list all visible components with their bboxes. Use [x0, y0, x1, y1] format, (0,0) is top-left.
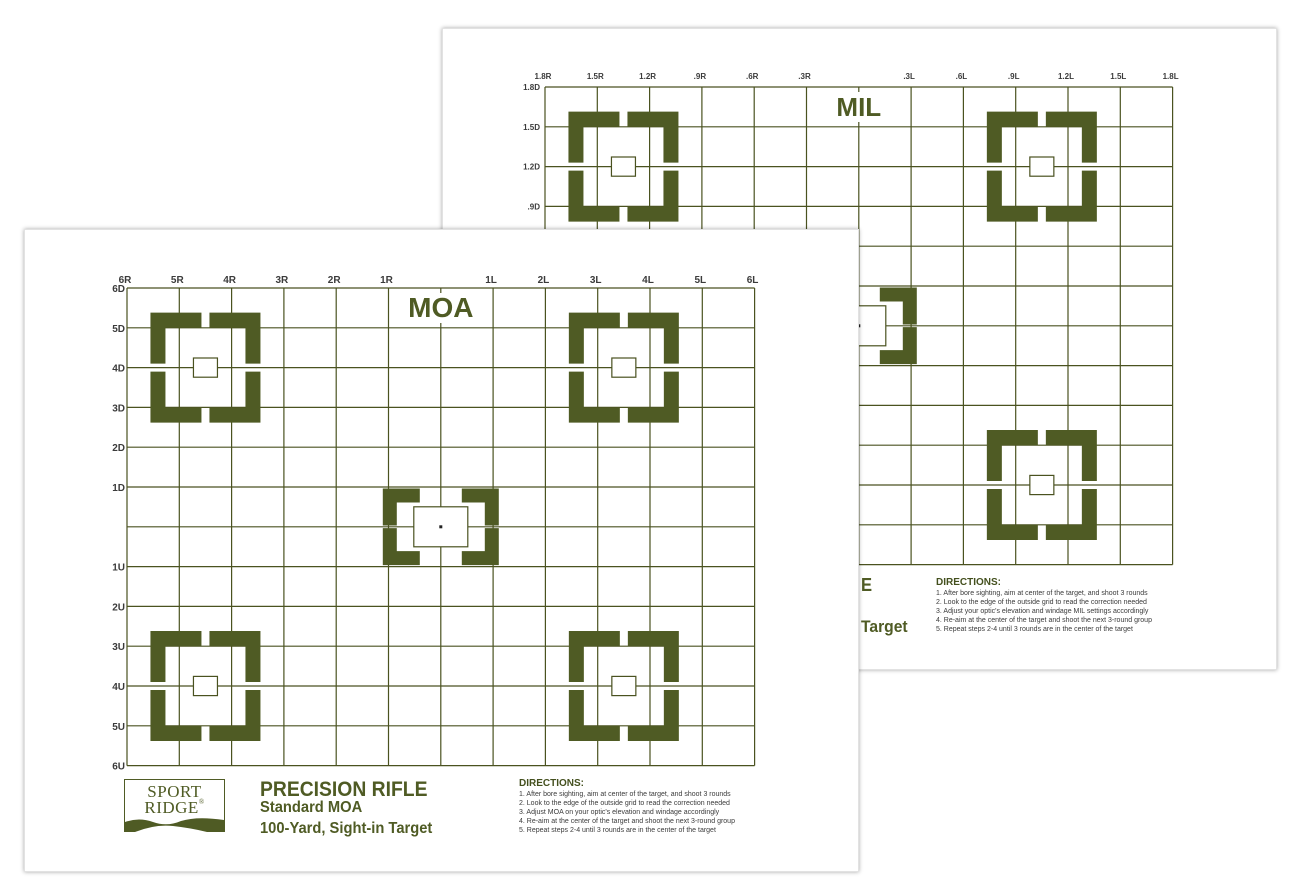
moa-column-label: 4L	[642, 275, 654, 286]
target-distance: 100-Yard, Sight-in Target	[260, 820, 433, 837]
mil-column-label: .9L	[1007, 72, 1020, 81]
target-title: PRECISION RIFLE	[260, 778, 428, 801]
moa-direction-step: 4. Re-aim at the center of the target and shoot the next 3-round group	[519, 818, 735, 825]
bracket-mark	[987, 171, 1038, 222]
moa-target-grid	[25, 230, 858, 871]
bracket-mark	[150, 372, 201, 423]
moa-row-label: 4U	[112, 682, 125, 693]
moa-row-label: 2U	[112, 602, 125, 614]
moa-column-label: 3R	[275, 275, 289, 286]
bracket-mark	[627, 171, 678, 222]
moa-row-label: 4D	[112, 363, 125, 375]
mil-column-label: 1.2L	[1057, 72, 1075, 81]
moa-row-label: 5U	[112, 721, 125, 733]
bracket-mark	[569, 372, 620, 423]
bracket-mark	[1046, 489, 1097, 540]
moa-row-label: 6U	[112, 761, 125, 773]
moa-heading: MOA	[408, 292, 474, 323]
mil-column-label: 1.2R	[639, 72, 657, 81]
bracket-mark	[568, 112, 619, 163]
moa-column-label: 3L	[589, 275, 602, 286]
moa-direction-step: 5. Repeat steps 2-4 until 3 rounds are in the center of the target	[519, 827, 716, 834]
mil-title-fragment: Target	[861, 617, 908, 636]
bracket-mark	[150, 313, 201, 364]
bracket-mark	[150, 690, 201, 741]
moa-row-label: 3D	[112, 403, 125, 415]
moa-column-label: 2R	[327, 275, 341, 286]
mil-row-label: .9D	[527, 202, 540, 212]
mil-direction-step: 2. Look to the edge of the outside grid to read the correction needed	[936, 599, 1147, 606]
aim-box	[193, 676, 217, 695]
moa-column-label: 1L	[485, 275, 497, 286]
bracket-mark	[150, 631, 201, 682]
moa-column-label: 1R	[380, 275, 393, 286]
mil-directions-heading: DIRECTIONS:	[936, 577, 1001, 588]
bracket-mark	[569, 631, 620, 682]
moa-row-label: 3U	[112, 642, 125, 654]
moa-column-label: 6L	[746, 275, 759, 286]
aim-box	[1030, 157, 1054, 176]
moa-row-label: 6D	[112, 284, 125, 295]
mil-row-label: 1.5D	[523, 122, 540, 132]
moa-row-label: 5D	[112, 323, 125, 335]
mil-title-fragment: E	[861, 575, 873, 595]
mil-column-label: .3L	[903, 72, 915, 81]
moa-direction-step: 1. After bore sighting, aim at center of the target, and shoot 3 rounds	[519, 791, 731, 798]
bracket-mark	[628, 372, 679, 423]
mil-direction-step: 5. Repeat steps 2-4 until 3 rounds are in the center of the target	[936, 626, 1133, 633]
mil-direction-step: 1. After bore sighting, aim at center of the target, and shoot 3 rounds	[936, 590, 1148, 597]
mil-row-label: 1.2D	[523, 162, 540, 172]
bracket-mark	[569, 313, 620, 364]
logo-landscape-icon	[125, 816, 224, 832]
mil-direction-step: 4. Re-aim at the center of the target and shoot the next 3-round group	[936, 617, 1152, 624]
bracket-mark	[1046, 171, 1097, 222]
mil-heading: MIL	[836, 92, 882, 122]
moa-column-label: 6R	[118, 275, 132, 286]
moa-column-label: 4R	[223, 275, 236, 286]
mil-column-label: .6R	[745, 72, 759, 81]
bracket-mark	[209, 631, 260, 682]
aim-box	[612, 358, 636, 377]
bracket-mark	[987, 489, 1038, 540]
moa-direction-step: 2. Look to the edge of the outside grid to read the correction needed	[519, 800, 730, 807]
bracket-mark	[987, 112, 1038, 163]
bracket-mark	[568, 171, 619, 222]
aim-box	[612, 676, 636, 695]
moa-row-label: 2D	[112, 443, 125, 455]
bracket-mark	[627, 112, 678, 163]
mil-column-label: 1.5L	[1110, 72, 1127, 81]
aim-box	[611, 157, 635, 176]
logo-line-2: RIDGE®	[144, 798, 205, 817]
mil-column-label: 1.8R	[534, 72, 552, 81]
moa-column-label: 2L	[537, 275, 550, 286]
moa-column-label: 5L	[694, 275, 707, 286]
bracket-mark	[987, 430, 1038, 481]
bracket-mark	[569, 690, 620, 741]
bracket-mark	[209, 313, 260, 364]
bracket-mark	[209, 372, 260, 423]
moa-row-label: 1D	[112, 483, 125, 494]
moa-row-label: 1U	[112, 562, 125, 574]
aim-box	[193, 358, 217, 377]
moa-direction-step: 3. Adjust MOA on your optic's elevation and windage accordingly	[519, 809, 720, 816]
target-subtitle: Standard MOA	[260, 799, 363, 816]
mil-column-label: .9R	[693, 72, 707, 81]
bracket-mark	[628, 690, 679, 741]
mil-direction-step: 3. Adjust your optic's elevation and windage MIL settings accordingly	[936, 608, 1149, 615]
bracket-mark	[1046, 112, 1097, 163]
bracket-mark	[628, 631, 679, 682]
mil-column-label: .6L	[955, 72, 968, 81]
moa-directions-heading: DIRECTIONS:	[519, 778, 584, 789]
bracket-mark	[1046, 430, 1097, 481]
moa-target-sheet	[24, 229, 859, 872]
aim-box	[1030, 475, 1054, 494]
logo-line-1: SPORT	[147, 782, 202, 801]
mil-column-label: .3R	[798, 72, 811, 81]
center-dot	[439, 525, 442, 528]
bracket-mark	[628, 313, 679, 364]
mil-column-label: 1.5R	[586, 72, 604, 81]
sport-ridge-logo	[124, 779, 225, 832]
bracket-mark	[209, 690, 260, 741]
moa-column-label: 5R	[170, 275, 184, 286]
mil-row-label: 1.8D	[523, 83, 540, 92]
mil-column-label: 1.8L	[1162, 72, 1179, 81]
